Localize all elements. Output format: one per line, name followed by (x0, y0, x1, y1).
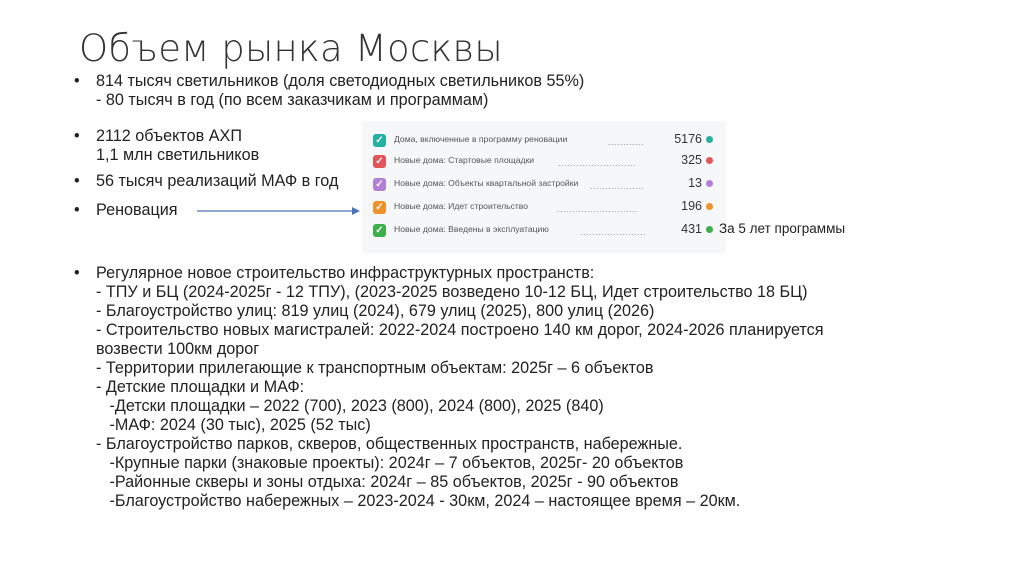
bullet-line: -МАФ: 2024 (30 тыс), 2025 (52 тыс) (96, 416, 371, 434)
arrow-right-icon (197, 204, 362, 218)
panel-row-value: 196 (681, 199, 702, 213)
panel-row-leader: .................. (590, 181, 645, 191)
bullet-line: 1,1 млн светильников (96, 146, 260, 164)
checkbox-checked-icon: ✓ (373, 201, 386, 214)
checkbox-checked-icon: ✓ (373, 178, 386, 191)
bullet-marker: • (74, 172, 80, 190)
panel-row-label: Новые дома: Введены в эксплуатацию (394, 224, 549, 234)
slide-title: Объем рынка Москвы (79, 27, 503, 70)
bullet-line: -Крупные парки (знаковые проекты): 2024г – 7 объектов, 2025г- 20 объектов (96, 454, 684, 472)
bullet-lights (74, 72, 584, 110)
bullet-line: 56 тысяч реализаций МАФ в год (96, 172, 339, 190)
panel-row-value: 325 (681, 153, 702, 167)
checkbox-checked-icon: ✓ (373, 224, 386, 237)
bullet-line: возвести 100км дорог (96, 340, 260, 358)
status-dot-icon (706, 226, 713, 233)
bullet-infrastructure (74, 264, 824, 511)
bullet-line: - ТПУ и БЦ (2024-2025г - 12 ТПУ), (2023-2025 возведено 10-12 БЦ, Идет строительство 18 БЦ) (96, 283, 808, 301)
bullet-line: Реновация (96, 201, 178, 219)
panel-row (362, 175, 726, 197)
status-dot-icon (706, 203, 713, 210)
bullet-line: - Территории прилегающие к транспортным объектам: 2025г – 6 объектов (96, 359, 654, 377)
renovation-panel (362, 121, 726, 253)
bullet-marker: • (74, 127, 80, 145)
panel-row-value: 431 (681, 222, 702, 236)
bullet-line: - Детские площадки и МАФ: (96, 378, 305, 396)
bullet-line: -Детски площадки – 2022 (700), 2023 (800), 2024 (800), 2025 (840) (96, 397, 604, 415)
panel-row-label: Новые дома: Объекты квартальной застройки (394, 178, 579, 188)
status-dot-icon (706, 136, 713, 143)
status-dot-icon (706, 180, 713, 187)
bullet-marker: • (74, 72, 80, 90)
panel-row-leader: .......................... (558, 158, 637, 168)
bullet-line: 2112 объектов АХП (96, 127, 242, 145)
bullet-marker: • (74, 201, 80, 219)
panel-row-label: Новые дома: Идет строительство (394, 201, 529, 211)
panel-row (362, 131, 726, 153)
panel-row (362, 221, 726, 243)
bullet-line: - 80 тысяч в год (по всем заказчикам и программам) (96, 91, 489, 109)
panel-row-label: Дома, включенные в программу реновации (394, 134, 568, 144)
panel-row-value: 5176 (674, 132, 702, 146)
bullet-maf (74, 172, 338, 191)
panel-row (362, 198, 726, 220)
bullet-ahp (74, 127, 259, 165)
panel-row-value: 13 (688, 176, 702, 190)
panel-row-label: Новые дома: Стартовые площадки (394, 155, 535, 165)
status-dot-icon (706, 157, 713, 164)
bullet-renovation (74, 201, 178, 220)
panel-row-leader: ........................... (557, 204, 639, 214)
bullet-line: 814 тысяч светильников (доля светодиодных светильников 55%) (96, 72, 585, 90)
bullet-line: - Благоустройство парков, скверов, общественных пространств, набережные. (96, 435, 683, 453)
checkbox-checked-icon: ✓ (373, 134, 386, 147)
bullet-line: - Строительство новых магистралей: 2022-2024 построено 140 км дорог, 2024-2026 планируется (96, 321, 824, 339)
panel-row-leader: ...................... (580, 227, 647, 237)
bullet-line: Регулярное новое строительство инфраструктурных пространств: (96, 264, 595, 282)
checkbox-checked-icon: ✓ (373, 155, 386, 168)
program-period-note: За 5 лет программы (719, 221, 846, 236)
panel-row-leader: ............ (608, 137, 645, 147)
bullet-line: -Районные скверы и зоны отдыха: 2024г – 85 объектов, 2025г - 90 объектов (96, 473, 679, 491)
panel-row (362, 152, 726, 174)
bullet-line: -Благоустройство набережных – 2023-2024 - 30км, 2024 – настоящее время – 20км. (96, 492, 741, 510)
bullet-marker: • (74, 264, 80, 282)
bullet-line: - Благоустройство улиц: 819 улиц (2024), 679 улиц (2025), 800 улиц (2026) (96, 302, 655, 320)
